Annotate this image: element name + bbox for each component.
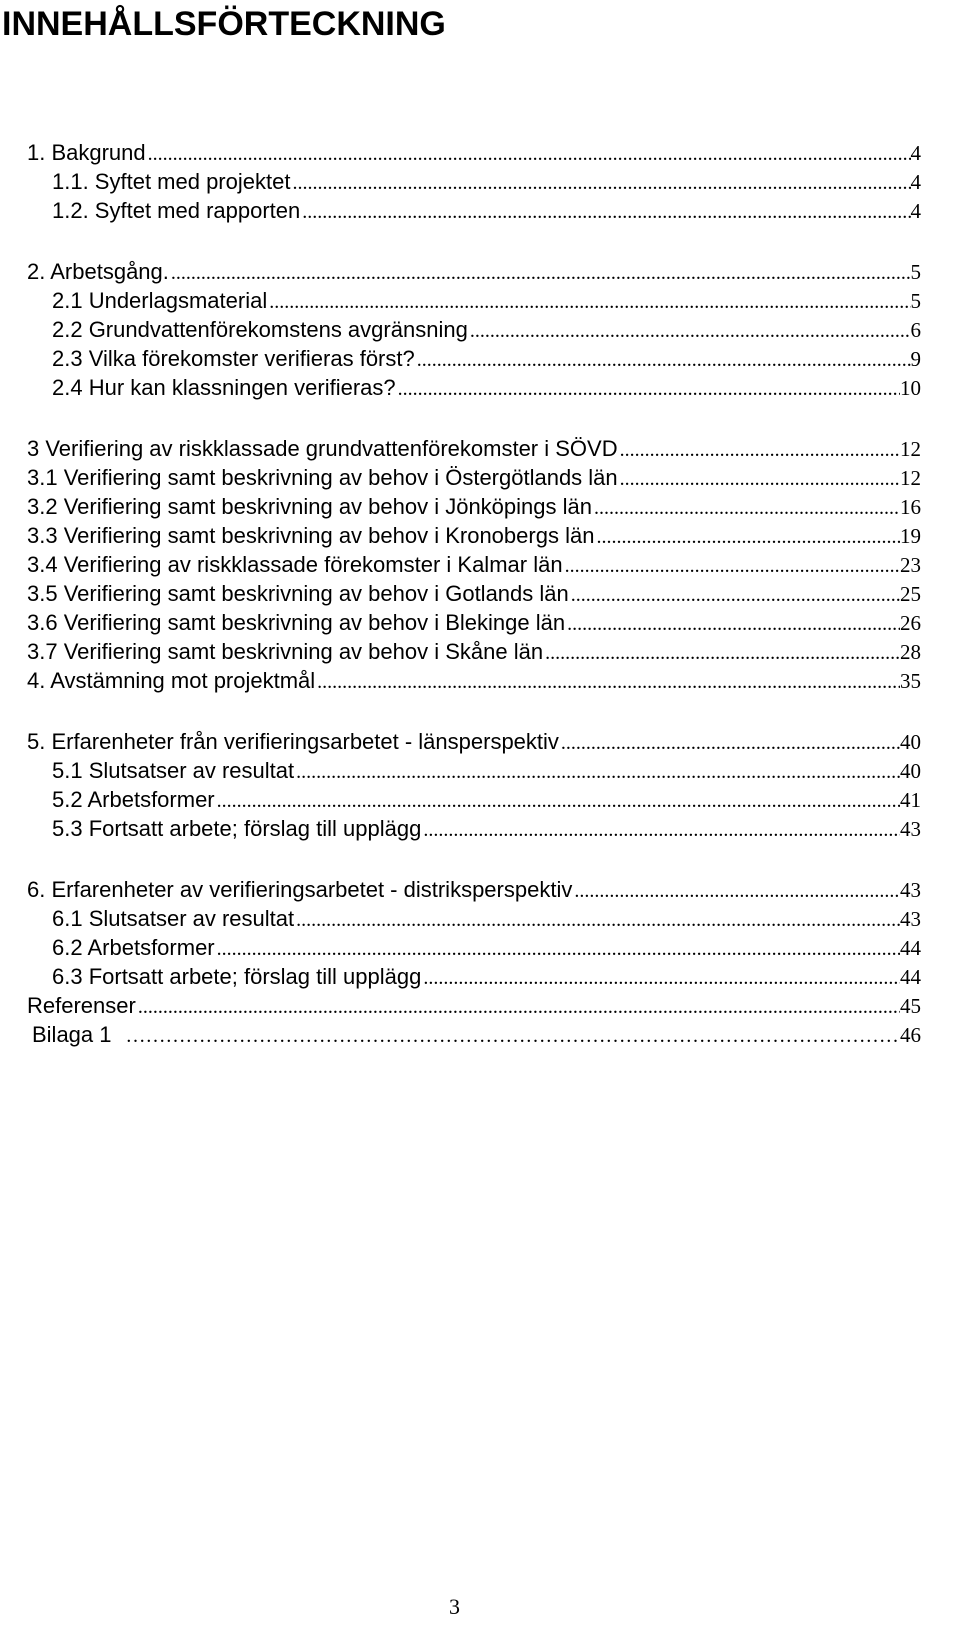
toc-entry-page: 6: [910, 318, 921, 342]
toc-dot-leader: [315, 667, 900, 697]
toc-entry-page: 43: [900, 817, 921, 841]
toc-entry-label: 1.1. Syftet med projektet: [52, 169, 291, 194]
toc-dot-leader: [421, 815, 900, 845]
toc-entry-bilaga-1[interactable]: [32, 1020, 921, 1050]
toc-entry-page: 41: [900, 788, 921, 812]
toc-entry-label: 6. Erfarenheter av verifieringsarbetet - distriksperspektiv: [27, 877, 573, 902]
toc-dot-leader: [565, 609, 900, 639]
toc-entry-page: 46: [900, 1023, 921, 1047]
toc-entry-page: 43: [900, 907, 921, 931]
toc-dot-leader: [569, 580, 900, 610]
toc-entry-label: 3.5 Verifiering samt beskrivning av behov i Gotlands län: [27, 581, 569, 606]
toc-entry-3-5[interactable]: [27, 579, 921, 609]
toc-dot-leader: [543, 638, 900, 668]
toc-dot-leader: [290, 168, 910, 198]
toc-ellipsis-leader: [112, 1021, 900, 1051]
toc-entry-3-1[interactable]: [27, 463, 921, 493]
toc-entry-page: 44: [900, 965, 921, 989]
toc-dot-leader: [468, 316, 911, 346]
toc-entry-page: 43: [900, 878, 921, 902]
toc-entry-page: 5: [910, 260, 921, 284]
toc-entry-2-2[interactable]: [52, 315, 921, 345]
toc-entry-label: 5.1 Slutsatser av resultat: [52, 758, 295, 783]
toc-heading: INNEHÅLLSFÖRTECKNING: [2, 5, 446, 43]
toc-entry-label: 3.1 Verifiering samt beskrivning av behov i Östergötlands län: [27, 465, 618, 490]
toc-entry-label: 5.2 Arbetsformer: [52, 787, 215, 812]
toc-entry-label: 3.3 Verifiering samt beskrivning av behov i Kronobergs län: [27, 523, 595, 548]
toc-entry-2-4[interactable]: [52, 373, 921, 403]
toc-entry-label: 3.7 Verifiering samt beskrivning av behov i Skåne län: [27, 639, 544, 664]
toc-entry-label: 2.3 Vilka förekomster verifieras först?: [52, 346, 415, 371]
toc-entry-page: 23: [900, 553, 921, 577]
toc-entry-page: 25: [900, 582, 921, 606]
toc-dot-leader: [421, 963, 900, 993]
page-number: 3: [449, 1594, 460, 1619]
toc-entry-page: 40: [900, 759, 921, 783]
toc-entry-label: Referenser: [27, 993, 136, 1018]
toc-entry-1-2[interactable]: [52, 196, 921, 226]
toc-entry-5-3[interactable]: [52, 814, 921, 844]
toc-entry-label: 2.2 Grundvattenförekomstens avgränsning: [52, 317, 468, 342]
toc-entry-2-1[interactable]: [52, 286, 921, 316]
toc-entry-referenser[interactable]: [27, 991, 921, 1021]
toc-dot-leader: [136, 992, 900, 1022]
toc-entry-4[interactable]: [27, 666, 921, 696]
toc-entry-label: 2.1 Underlagsmaterial: [52, 288, 268, 313]
toc-entry-page: 35: [900, 669, 921, 693]
toc-entry-page: 19: [900, 524, 921, 548]
toc-entry-page: 12: [900, 466, 921, 490]
toc-dot-leader: [300, 197, 910, 227]
toc-entry-page: 26: [900, 611, 921, 635]
toc-entry-2[interactable]: [27, 257, 921, 287]
toc-entry-2-3[interactable]: [52, 344, 921, 374]
toc-entry-page: 9: [910, 347, 921, 371]
toc-entry-1-1[interactable]: [52, 167, 921, 197]
toc-entry-label: 2. Arbetsgång.: [27, 259, 169, 284]
toc-entry-6-1[interactable]: [52, 904, 921, 934]
toc-entry-label: 6.2 Arbetsformer: [52, 935, 215, 960]
toc-entry-label: 3.4 Verifiering av riskklassade förekomster i Kalmar län: [27, 552, 563, 577]
toc-entry-label: 5.3 Fortsatt arbete; förslag till upplägg: [52, 816, 422, 841]
toc-entry-label: Bilaga 1: [32, 1022, 112, 1047]
toc-entry-page: 12: [900, 437, 921, 461]
toc-dot-leader: [294, 905, 900, 935]
toc-dot-leader: [618, 435, 900, 465]
toc-entry-label: 3.2 Verifiering samt beskrivning av behov i Jönköpings län: [27, 494, 592, 519]
toc-entry-5[interactable]: [27, 727, 921, 757]
toc-entry-3-4[interactable]: [27, 550, 921, 580]
toc-entry-page: 5: [910, 289, 921, 313]
toc-entry-page: 4: [910, 199, 921, 223]
toc-dot-leader: [267, 287, 910, 317]
toc-dot-leader: [594, 522, 900, 552]
toc-dot-leader: [169, 258, 911, 288]
toc-dot-leader: [294, 757, 900, 787]
toc-entry-5-2[interactable]: [52, 785, 921, 815]
toc-dot-leader: [146, 139, 911, 169]
toc-entry-label: 1. Bakgrund: [27, 140, 146, 165]
toc-entry-page: 40: [900, 730, 921, 754]
toc-dot-leader: [572, 876, 900, 906]
toc-entry-3[interactable]: [27, 434, 921, 464]
toc-entry-label: 2.4 Hur kan klassningen verifieras?: [52, 375, 396, 400]
toc-entry-label: 3 Verifiering av riskklassade grundvattenförekomster i SÖVD: [27, 436, 618, 461]
toc-entry-page: 10: [900, 376, 921, 400]
toc-entry-label: 1.2. Syftet med rapporten: [52, 198, 301, 223]
toc-entry-3-2[interactable]: [27, 492, 921, 522]
toc-entry-5-1[interactable]: [52, 756, 921, 786]
toc-entry-label: 6.1 Slutsatser av resultat: [52, 906, 295, 931]
toc-entry-label: 3.6 Verifiering samt beskrivning av behov i Blekinge län: [27, 610, 566, 635]
toc-dot-leader: [215, 786, 900, 816]
toc-dot-leader: [396, 374, 900, 404]
toc-dot-leader: [415, 345, 911, 375]
toc-entry-label: 5. Erfarenheter från verifieringsarbetet - länsperspektiv: [27, 729, 559, 754]
toc-entry-6-3[interactable]: [52, 962, 921, 992]
toc-dot-leader: [215, 934, 900, 964]
toc-entry-3-3[interactable]: [27, 521, 921, 551]
toc-entry-page: 16: [900, 495, 921, 519]
toc-entry-6-2[interactable]: [52, 933, 921, 963]
toc-entry-page: 45: [900, 994, 921, 1018]
toc-entry-1[interactable]: [27, 138, 921, 168]
toc-entry-page: 4: [910, 170, 921, 194]
toc-entry-page: 4: [910, 141, 921, 165]
toc-dot-leader: [563, 551, 900, 581]
toc-dot-leader: [559, 728, 900, 758]
toc-dot-leader: [592, 493, 900, 523]
toc-entry-page: 28: [900, 640, 921, 664]
toc-entry-6[interactable]: [27, 875, 921, 905]
toc-entry-3-7[interactable]: [27, 637, 921, 667]
toc-entry-3-6[interactable]: [27, 608, 921, 638]
toc-dot-leader: [618, 464, 900, 494]
toc-entry-label: 4. Avstämning mot projektmål: [27, 668, 316, 693]
toc-entry-label: 6.3 Fortsatt arbete; förslag till upplägg: [52, 964, 422, 989]
toc-entry-page: 44: [900, 936, 921, 960]
